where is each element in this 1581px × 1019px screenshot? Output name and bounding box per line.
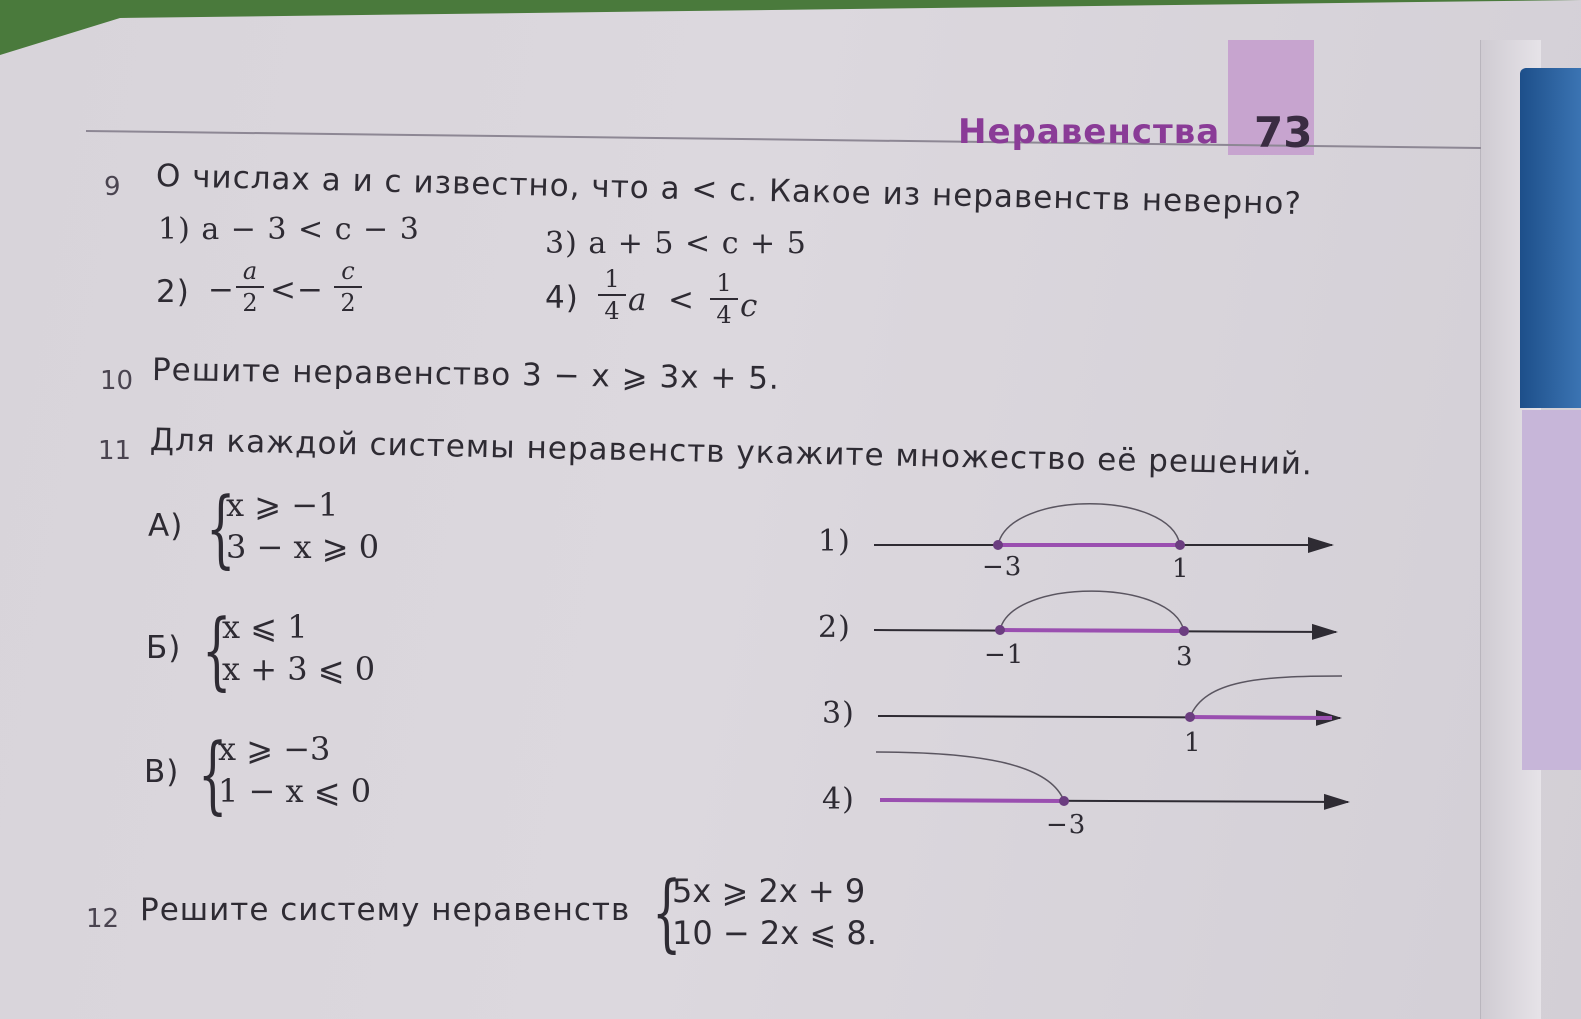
number-line-3-ray	[1190, 717, 1332, 718]
question-10-text: Решите неравенство 3 − x ⩾ 3x + 5.	[151, 352, 781, 397]
page-number: 73	[1254, 108, 1313, 157]
number-line-3-arc	[1190, 676, 1342, 717]
number-line-1-tick-left: −3	[982, 552, 1023, 582]
fraction-numerator: c	[341, 257, 355, 285]
answer-2-label: 2)	[818, 610, 851, 645]
system-a-line-1: x ⩾ −1	[226, 486, 339, 524]
system-brace: {	[202, 601, 232, 699]
answer-4-label: 4)	[822, 782, 855, 817]
question-11-number: 11	[98, 436, 132, 466]
q9-option-3: 3) a + 5 < c + 5	[545, 226, 807, 261]
system-a-line-2: 3 − x ⩾ 0	[226, 528, 380, 566]
number-line-2-tick-left: −1	[984, 640, 1025, 670]
system-12-line-2: 10 − 2x ⩽ 8.	[672, 914, 877, 952]
number-line-2-point-right	[1179, 626, 1189, 636]
system-brace: {	[206, 479, 236, 577]
system-v-line-1: x ⩾ −3	[218, 730, 331, 768]
number-line-1-point-left	[993, 540, 1003, 550]
fraction-numerator: a	[242, 257, 258, 285]
question-12-number: 12	[86, 904, 120, 934]
number-line-1-point-right	[1175, 540, 1185, 550]
number-line-4-point	[1059, 796, 1069, 806]
fraction-numerator: 1	[716, 269, 732, 297]
question-9-number: 9	[104, 172, 121, 202]
fraction-denominator: 2	[242, 289, 258, 317]
system-12	[672, 870, 877, 954]
system-b-label: Б)	[146, 630, 182, 666]
q9-option-1: 1) a − 3 < c − 3	[158, 212, 420, 247]
variable-a: a	[628, 282, 648, 318]
number-line-4-ray	[880, 800, 1064, 801]
number-line-3-tick: 1	[1184, 728, 1202, 758]
less-than-minus: <−	[270, 272, 324, 308]
question-9-text: О числах a и c известно, что a < c. Какое из неравенств неверно?	[155, 158, 1303, 222]
number-line-4-arc	[876, 752, 1064, 801]
q9-option-4-label: 4)	[545, 280, 579, 316]
number-line-2-tick-right: 3	[1176, 642, 1194, 672]
system-a-label: А)	[148, 508, 184, 544]
number-line-1-arc	[998, 504, 1180, 545]
question-12-text: Решите систему неравенств	[140, 892, 631, 928]
number-line-4-tick: −3	[1046, 810, 1087, 840]
less-than: <	[668, 282, 695, 318]
fraction-denominator: 4	[716, 301, 732, 329]
system-v-label: В)	[144, 754, 180, 790]
chapter-title: Неравенства	[958, 112, 1221, 152]
system-brace: {	[198, 725, 228, 823]
variable-c: c	[740, 288, 759, 324]
system-brace: {	[652, 863, 682, 961]
number-line-2-segment	[1000, 630, 1184, 631]
fraction-denominator: 4	[604, 297, 620, 325]
system-b-line-1: x ⩽ 1	[222, 608, 308, 646]
answer-1-label: 1)	[818, 524, 851, 559]
q9-option-2-label: 2)	[156, 274, 190, 310]
question-11-text: Для каждой системы неравенств укажите множество её решений.	[149, 422, 1314, 483]
number-line-2-point-left	[995, 625, 1005, 635]
system-b-line-2: x + 3 ⩽ 0	[222, 650, 376, 688]
system-v-line-2: 1 − x ⩽ 0	[218, 772, 372, 810]
answer-3-label: 3)	[822, 696, 855, 731]
number-line-3-point	[1185, 712, 1195, 722]
question-10-number: 10	[100, 366, 134, 396]
system-12-line-1: 5x ⩾ 2x + 9	[672, 872, 866, 910]
fraction-numerator: 1	[604, 265, 620, 293]
number-line-1-tick-right: 1	[1172, 554, 1190, 584]
fraction-denominator: 2	[340, 289, 356, 317]
minus-sign: −	[208, 272, 235, 308]
number-line-2-arc	[1000, 591, 1184, 631]
